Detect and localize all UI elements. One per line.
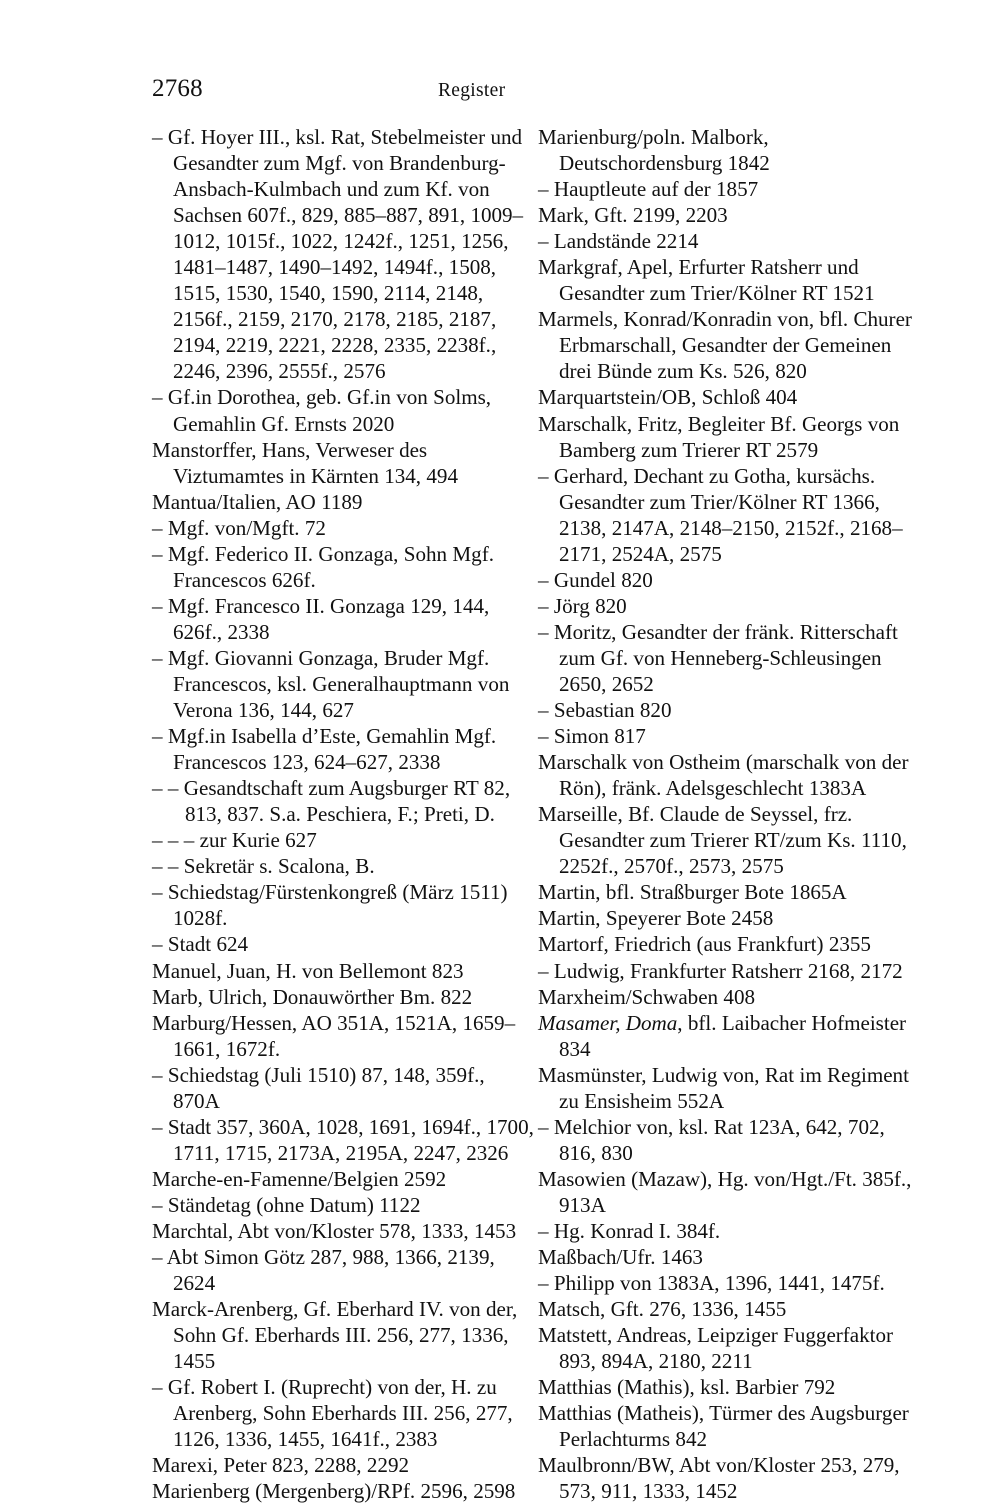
register-entry: – Landstände 2214 (538, 229, 699, 254)
register-entry: Marchtal, Abt von/Kloster 578, 1333, 1453 (152, 1218, 517, 1243)
register-entry: – Moritz, Gesandter der fränk. Ritterschaft zum Gf. von Henneberg-Schleusingen 2650, 2652 (538, 619, 898, 696)
register-column-right (538, 124, 921, 1504)
register-entry: Marexi, Peter 823, 2288, 2292 (152, 1453, 410, 1478)
running-head-title: Register (438, 80, 506, 101)
register-entry: – Gundel 820 (538, 567, 653, 592)
register-entry: Marienburg/poln. Malbork, Deutschordensburg 1842 (538, 125, 770, 176)
register-entry: – – Gesandtschaft zum Augsburger RT 82, 813, 837. S.a. Peschiera, F.; Preti, D. (152, 776, 511, 827)
register-entry: Matstett, Andreas, Leipziger Fuggerfaktor 893, 894A, 2180, 2211 (538, 1323, 894, 1374)
register-entry: – Philipp von 1383A, 1396, 1441, 1475f. (538, 1271, 885, 1296)
running-head (152, 74, 852, 104)
register-entry: Mantua/Italien, AO 1189 (152, 489, 363, 514)
register-entry: Matsch, Gft. 276, 1336, 1455 (538, 1297, 787, 1322)
register-entry: – Stadt 624 (152, 932, 249, 957)
register-entry: Matthias (Mathis), ksl. Barbier 792 (538, 1375, 836, 1400)
register-entry: – Melchior von, ksl. Rat 123A, 642, 702, 816, 830 (538, 1114, 885, 1165)
register-entry: – Gf. Hoyer III., ksl. Rat, Stebelmeister und Gesandter zum Mgf. von Brandenburg-Ansbach-Kulmbach und zum Kf. von Sachsen 607f., 829, 885–887, 891, 1009–1012, 1015f., 1022, 1242f., 1251, 1256, 1481–1487, 1490–1492, 1494f., 1508, 1515, 1530, 1540, 1590, 2114, 2148, 2156f., 2159, 2170, 2178, 2185, 2187, 2194, 2219, 2221, 2228, 2335, 2238f., 2246, 2396, 2555f., 2576 (152, 125, 524, 384)
register-entry: Marburg/Hessen, AO 351A, 1521A, 1659–1661, 1672f. (152, 1010, 516, 1061)
register-entry: Martin, bfl. Straßburger Bote 1865A (538, 880, 847, 905)
register-entry: Mark, Gft. 2199, 2203 (538, 203, 728, 228)
register-entry: – – Sekretär s. Scalona, B. (152, 854, 375, 879)
register-column-left (152, 124, 535, 1504)
register-entry: – Simon 817 (538, 724, 646, 749)
register-entry: Masmünster, Ludwig von, Rat im Regiment zu Ensisheim 552A (538, 1062, 909, 1113)
register-entry: – Stadt 357, 360A, 1028, 1691, 1694f., 1700, 1711, 1715, 2173A, 2195A, 2247, 2326 (152, 1114, 534, 1165)
register-entry: – Gerhard, Dechant zu Gotha, kursächs. Gesandter zum Trier/Kölner RT 1366, 2138, 2147A, 2148–2150, 2152f., 2168–2171, 2524A, 2575 (538, 463, 903, 566)
register-entry-text: , bfl. Laibacher Hofmeister 834 (559, 1010, 907, 1061)
register-entry: Manuel, Juan, H. von Bellemont 823 (152, 958, 464, 983)
register-entry: Marquartstein/OB, Schloß 404 (538, 385, 798, 410)
register-entry: Marienberg (Mergenberg)/RPf. 2596, 2598 (152, 1479, 516, 1504)
register-entry: Marck-Arenberg, Gf. Eberhard IV. von der, Sohn Gf. Eberhards III. 256, 277, 1336, 1455 (152, 1297, 518, 1374)
register-entry: – Hauptleute auf der 1857 (538, 177, 759, 202)
page-number: 2768 (152, 75, 203, 102)
register-entry (538, 1010, 921, 1062)
register-entry: Marseille, Bf. Claude de Seyssel, frz. Gesandter zum Trierer RT/zum Ks. 1110, 2252f., 2570f., 2573, 2575 (538, 802, 907, 879)
register-entry: Martin, Speyerer Bote 2458 (538, 906, 774, 931)
register-entry: Marmels, Konrad/Konradin von, bfl. Churer Erbmarschall, Gesandter der Gemeinen drei Bünde zum Ks. 526, 820 (538, 307, 912, 384)
register-entry: Marche-en-Famenne/Belgien 2592 (152, 1166, 447, 1191)
register-entry: – Gf. Robert I. (Ruprecht) von der, H. zu Arenberg, Sohn Eberhards III. 256, 277, 1126, 1336, 1455, 1641f., 2383 (152, 1375, 513, 1452)
register-entry: Marb, Ulrich, Donauwörther Bm. 822 (152, 984, 473, 1009)
register-entry: – Ludwig, Frankfurter Ratsherr 2168, 2172 (538, 958, 903, 983)
register-entry: – Abt Simon Götz 287, 988, 1366, 2139, 2624 (152, 1245, 495, 1296)
register-entry: Marxheim/Schwaben 408 (538, 984, 756, 1009)
register-entry: – Ständetag (ohne Datum) 1122 (152, 1192, 421, 1217)
register-entry: Matthias (Matheis), Türmer des Augsburger Perlachturms 842 (538, 1401, 909, 1452)
register-entry: Marschalk, Fritz, Begleiter Bf. Georgs von Bamberg zum Trierer RT 2579 (538, 411, 900, 462)
register-entry: – Hg. Konrad I. 384f. (538, 1218, 721, 1243)
register-entry: Manstorffer, Hans, Verweser des Viztumamtes in Kärnten 134, 494 (152, 437, 458, 488)
register-entry: – Mgf. Francesco II. Gonzaga 129, 144, 626f., 2338 (152, 593, 490, 644)
register-entry: – Gf.in Dorothea, geb. Gf.in von Solms, Gemahlin Gf. Ernsts 2020 (152, 385, 492, 436)
register-entry: – Sebastian 820 (538, 698, 672, 723)
register-entry: – Schiedstag/Fürstenkongreß (März 1511) 1028f. (152, 880, 508, 931)
register-entry: Marschalk von Ostheim (marschalk von der Rön), fränk. Adelsgeschlecht 1383A (538, 750, 909, 801)
register-entry: Maulbronn/BW, Abt von/Kloster 253, 279, 573, 911, 1333, 1452 (538, 1453, 900, 1504)
register-entry: Masowien (Mazaw), Hg. von/Hgt./Ft. 385f., 913A (538, 1166, 912, 1217)
register-entry: – Schiedstag (Juli 1510) 87, 148, 359f., 870A (152, 1062, 485, 1113)
register-entry: – Jörg 820 (538, 593, 627, 618)
register-entry: – Mgf. von/Mgft. 72 (152, 515, 326, 540)
register-entry: Maßbach/Ufr. 1463 (538, 1245, 703, 1270)
register-entry: – – – zur Kurie 627 (152, 828, 317, 853)
register-entry-headword-italic: Masamer, Doma (538, 1010, 678, 1035)
register-entry: – Mgf. Giovanni Gonzaga, Bruder Mgf. Francescos, ksl. Generalhauptmann von Verona 136, 144, 627 (152, 645, 510, 723)
register-entry: – Mgf.in Isabella d’Este, Gemahlin Mgf. Francescos 123, 624–627, 2338 (152, 724, 497, 775)
register-entry: – Mgf. Federico II. Gonzaga, Sohn Mgf. Francescos 626f. (152, 541, 494, 592)
register-entry: Markgraf, Apel, Erfurter Ratsherr und Gesandter zum Trier/Kölner RT 1521 (538, 255, 875, 306)
register-entry: Martorf, Friedrich (aus Frankfurt) 2355 (538, 932, 871, 957)
